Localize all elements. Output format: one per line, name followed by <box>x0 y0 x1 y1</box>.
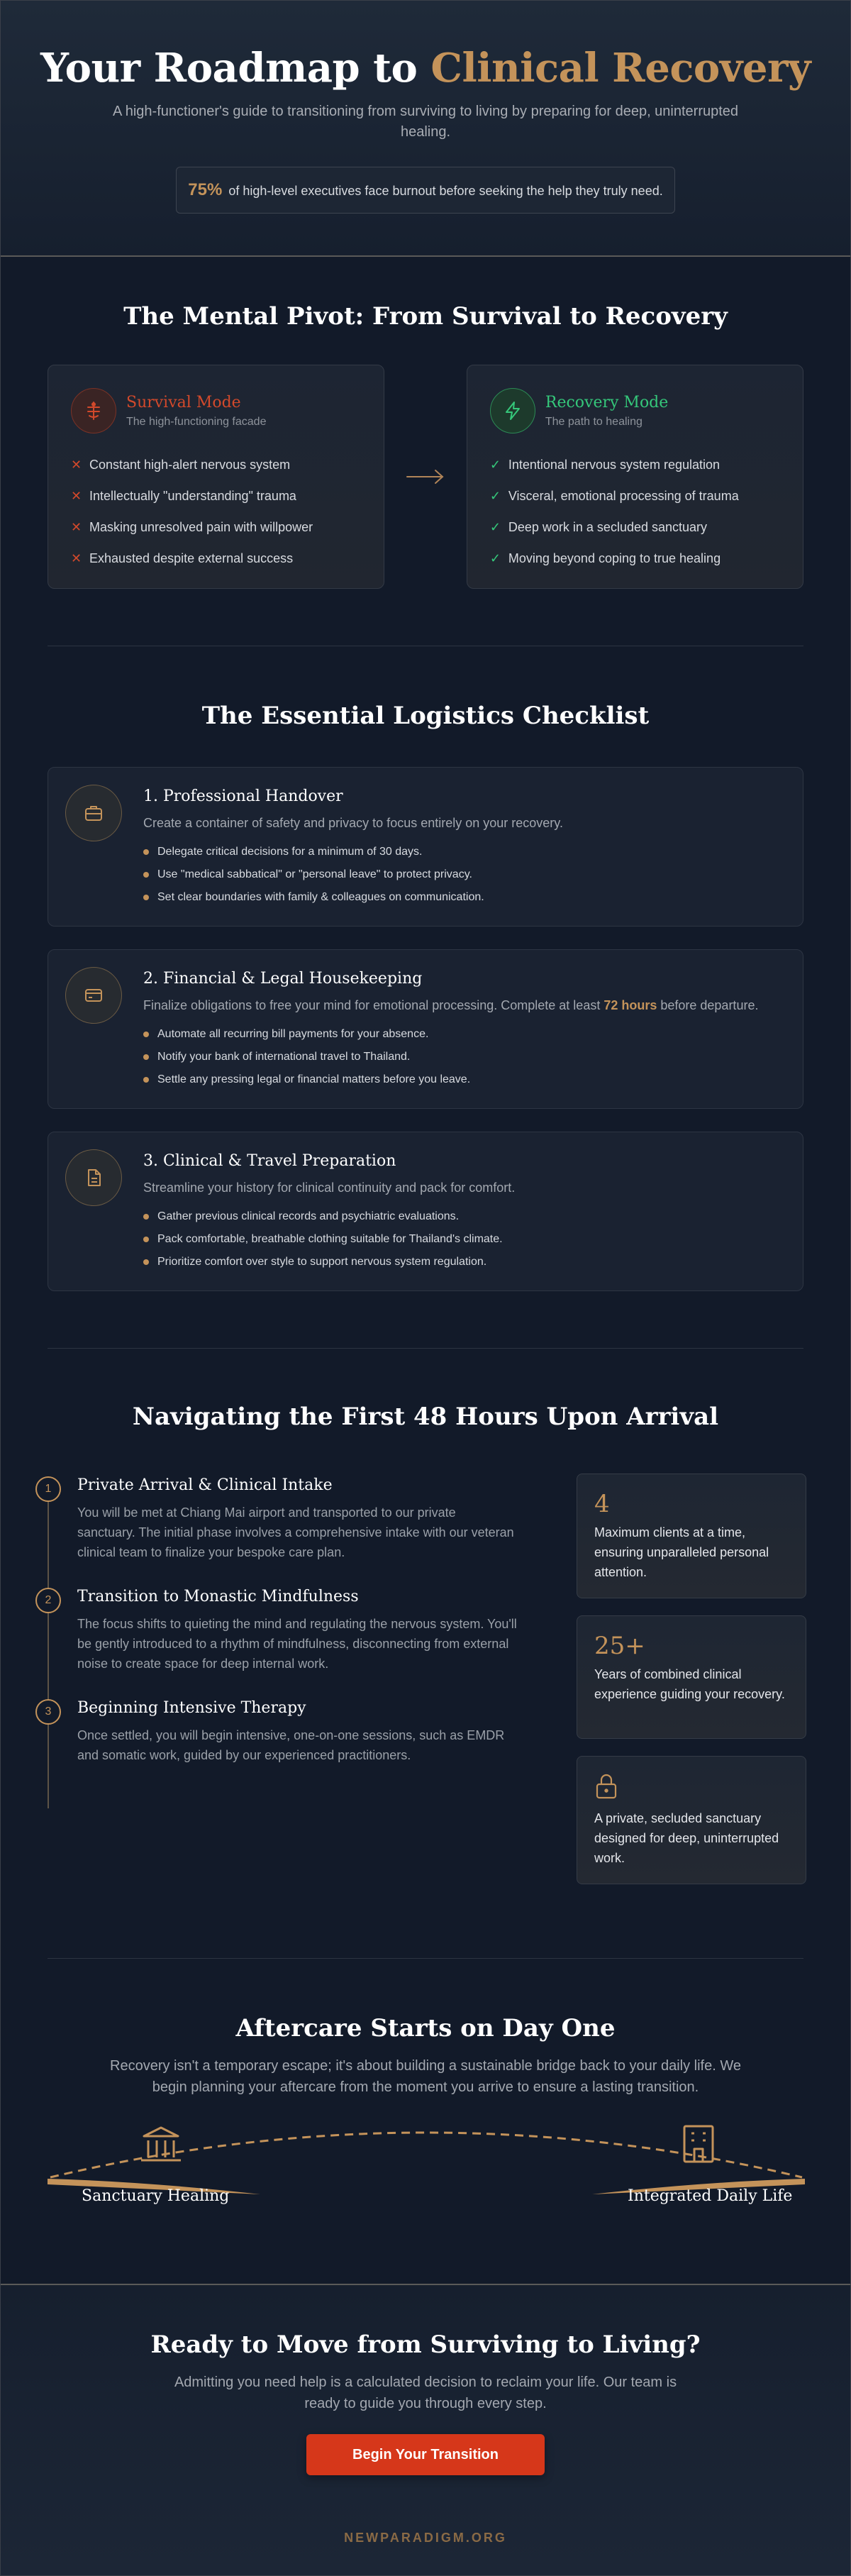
page-title <box>1 45 850 92</box>
recovery-item-text: Intentional nervous system regulation <box>508 457 721 472</box>
briefcase-icon <box>65 785 122 841</box>
list-item <box>71 480 361 512</box>
step-text: You will be met at Chiang Mai airport and transported to our private sanctuary. The initial phase involves a comprehensive intake with our veteran clinical team to finalize your bespoke care plan. <box>77 1505 514 1559</box>
stats-column <box>577 1474 806 1901</box>
check-icon: ✓ <box>489 519 501 534</box>
logistics-checklist-section <box>1 646 850 1348</box>
cta-section <box>1 2284 850 2576</box>
cross-icon: ✕ <box>71 488 82 503</box>
cross-icon: ✕ <box>71 457 82 472</box>
list-item: Pack comfortable, breathable clothing suitable for Thailand's climate. <box>143 1228 515 1251</box>
recovery-mode-card <box>467 365 803 589</box>
check-icon: ✓ <box>489 551 501 565</box>
survival-mode-card <box>48 365 384 589</box>
document-icon <box>65 1149 122 1206</box>
check-icon: ✓ <box>489 488 501 503</box>
survival-mode-subtitle: The high-functioning facade <box>126 415 267 428</box>
survival-mode-title: Survival Mode <box>126 393 241 411</box>
stat-text: Maximum clients at a time, ensuring unparalleled personal attention. <box>594 1525 769 1579</box>
aftercare-lead: Recovery isn't a temporary escape; it's about building a sustainable bridge back to your daily life. We begin planning your aftercare from the moment you arrive to ensure a lasting transition. <box>110 2058 741 2095</box>
credit-card-icon <box>65 967 122 1024</box>
list-item <box>490 543 780 574</box>
aftercare-section <box>1 1959 850 2284</box>
survival-item-text: Constant high-alert nervous system <box>89 457 291 472</box>
survival-item-text: Exhausted despite external success <box>89 551 294 565</box>
step-title: Beginning Intensive Therapy <box>77 1699 306 1717</box>
step-number: 1 <box>35 1476 61 1502</box>
arrival-section <box>1 1349 850 1958</box>
checklist-card-desc <box>143 995 758 1016</box>
stat-value: 4 <box>594 1490 610 1518</box>
checklist-card-title: 2. Financial & Legal Housekeeping <box>143 970 423 988</box>
hero-subtitle: A high-functioner's guide to transitioning from surviving to living by preparing for deep, uninterrupted healing. <box>112 104 739 140</box>
step-title: Transition to Monastic Mindfulness <box>77 1588 359 1605</box>
checklist-card-handover <box>48 767 803 927</box>
list-item: Gather previous clinical records and psychiatric evaluations. <box>143 1205 515 1228</box>
mental-pivot-section <box>1 257 850 646</box>
list-item: Prioritize comfort over style to support nervous system regulation. <box>143 1251 515 1273</box>
survival-icon <box>71 388 116 433</box>
recovery-item-text: Deep work in a secluded sanctuary <box>508 519 708 534</box>
list-item <box>71 512 361 543</box>
checklist-card-desc: Create a container of safety and privacy to focus entirely on your recovery. <box>143 816 563 830</box>
cross-icon: ✕ <box>71 519 82 534</box>
list-item <box>490 512 780 543</box>
burnout-stat-value: 75% <box>188 180 223 199</box>
survival-item-text: Intellectually "understanding" trauma <box>89 488 296 503</box>
timeline-step <box>32 1699 521 1765</box>
stat-text: Years of combined clinical experience guiding your recovery. <box>594 1667 785 1701</box>
bridge-left-label: Sanctuary Healing <box>82 2187 230 2205</box>
mental-pivot-title: The Mental Pivot: From Survival to Recovery <box>123 302 728 331</box>
check-icon: ✓ <box>489 457 501 472</box>
checklist-title: The Essential Logistics Checklist <box>201 702 650 730</box>
arrow-right-icon <box>384 468 467 485</box>
survival-list <box>71 449 361 574</box>
stat-card-clients <box>577 1474 806 1598</box>
desc-text: before departure. <box>657 998 759 1012</box>
list-item: Automate all recurring bill payments for your absence. <box>143 1023 758 1046</box>
bridge-right-label: Integrated Daily Life <box>628 2187 793 2205</box>
recovery-mode-subtitle: The path to healing <box>545 415 643 428</box>
burnout-stat-text: of high-level executives face burnout before seeking the help they truly need. <box>228 184 663 198</box>
lightning-icon <box>490 388 535 433</box>
timeline-step <box>32 1476 521 1562</box>
list-item: Set clear boundaries with family & colleagues on communication. <box>143 886 563 909</box>
checklist-card-title: 3. Clinical & Travel Preparation <box>143 1152 396 1170</box>
survival-item-text: Masking unresolved pain with willpower <box>89 519 313 534</box>
stat-card-privacy <box>577 1756 806 1884</box>
list-item: Settle any pressing legal or financial matters before you leave. <box>143 1068 758 1091</box>
step-title: Private Arrival & Clinical Intake <box>77 1476 333 1494</box>
list-item <box>490 449 780 480</box>
footer-brand-link[interactable]: NEWPARADIGM.ORG <box>344 2531 507 2545</box>
begin-transition-button[interactable]: Begin Your Transition <box>306 2434 545 2475</box>
list-item: Use "medical sabbatical" or "personal leave" to protect privacy. <box>143 863 563 886</box>
page-title-accent: Clinical Recovery <box>430 45 811 92</box>
hero-section <box>1 0 850 257</box>
lock-icon <box>594 1772 789 1804</box>
step-number: 2 <box>35 1588 61 1613</box>
arrival-timeline <box>32 1474 521 1901</box>
burnout-stat-pill <box>176 167 674 214</box>
recovery-mode-title: Recovery Mode <box>545 393 669 411</box>
desc-text: Finalize obligations to free your mind for emotional processing. Complete at least <box>143 998 604 1012</box>
recovery-item-text: Visceral, emotional processing of trauma <box>508 488 739 503</box>
list-item <box>490 480 780 512</box>
cross-icon: ✕ <box>71 551 82 565</box>
timeline-step <box>32 1588 521 1674</box>
checklist-card-desc: Streamline your history for clinical continuity and pack for comfort. <box>143 1181 516 1195</box>
stat-card-experience <box>577 1615 806 1739</box>
arrival-title: Navigating the First 48 Hours Upon Arrival <box>132 1403 719 1431</box>
list-item: Notify your bank of international travel to Thailand. <box>143 1046 758 1068</box>
desc-highlight: 72 hours <box>604 998 657 1012</box>
recovery-list <box>490 449 780 574</box>
recovery-item-text: Moving beyond coping to true healing <box>508 551 721 565</box>
stat-text: A private, secluded sanctuary designed for deep, uninterrupted work. <box>594 1811 779 1865</box>
cta-lead: Admitting you need help is a calculated decision to reclaim your life. Our team is ready to guide you through every step. <box>174 2375 677 2411</box>
step-text: The focus shifts to quieting the mind and regulating the nervous system. You'll be gently introduced to a rhythm of mindfulness, disconnecting from external noise to create space for deep internal work. <box>77 1617 517 1671</box>
aftercare-title: Aftercare Starts on Day One <box>235 2014 616 2042</box>
list-item: Delegate critical decisions for a minimum of 30 days. <box>143 841 563 863</box>
page-title-main: Your Roadmap to <box>40 45 431 92</box>
checklist-card-title: 1. Professional Handover <box>143 787 343 805</box>
temple-icon <box>141 2128 181 2160</box>
cta-title: Ready to Move from Surviving to Living? <box>150 2331 701 2359</box>
step-number: 3 <box>35 1699 61 1725</box>
checklist-card-clinical <box>48 1132 803 1291</box>
checklist-card-financial <box>48 949 803 1109</box>
list-item <box>71 449 361 480</box>
step-text: Once settled, you will begin intensive, one-on-one sessions, such as EMDR and somatic work, guided by our experienced practitioners. <box>77 1728 505 1762</box>
list-item <box>71 543 361 574</box>
stat-value: 25+ <box>594 1632 645 1660</box>
